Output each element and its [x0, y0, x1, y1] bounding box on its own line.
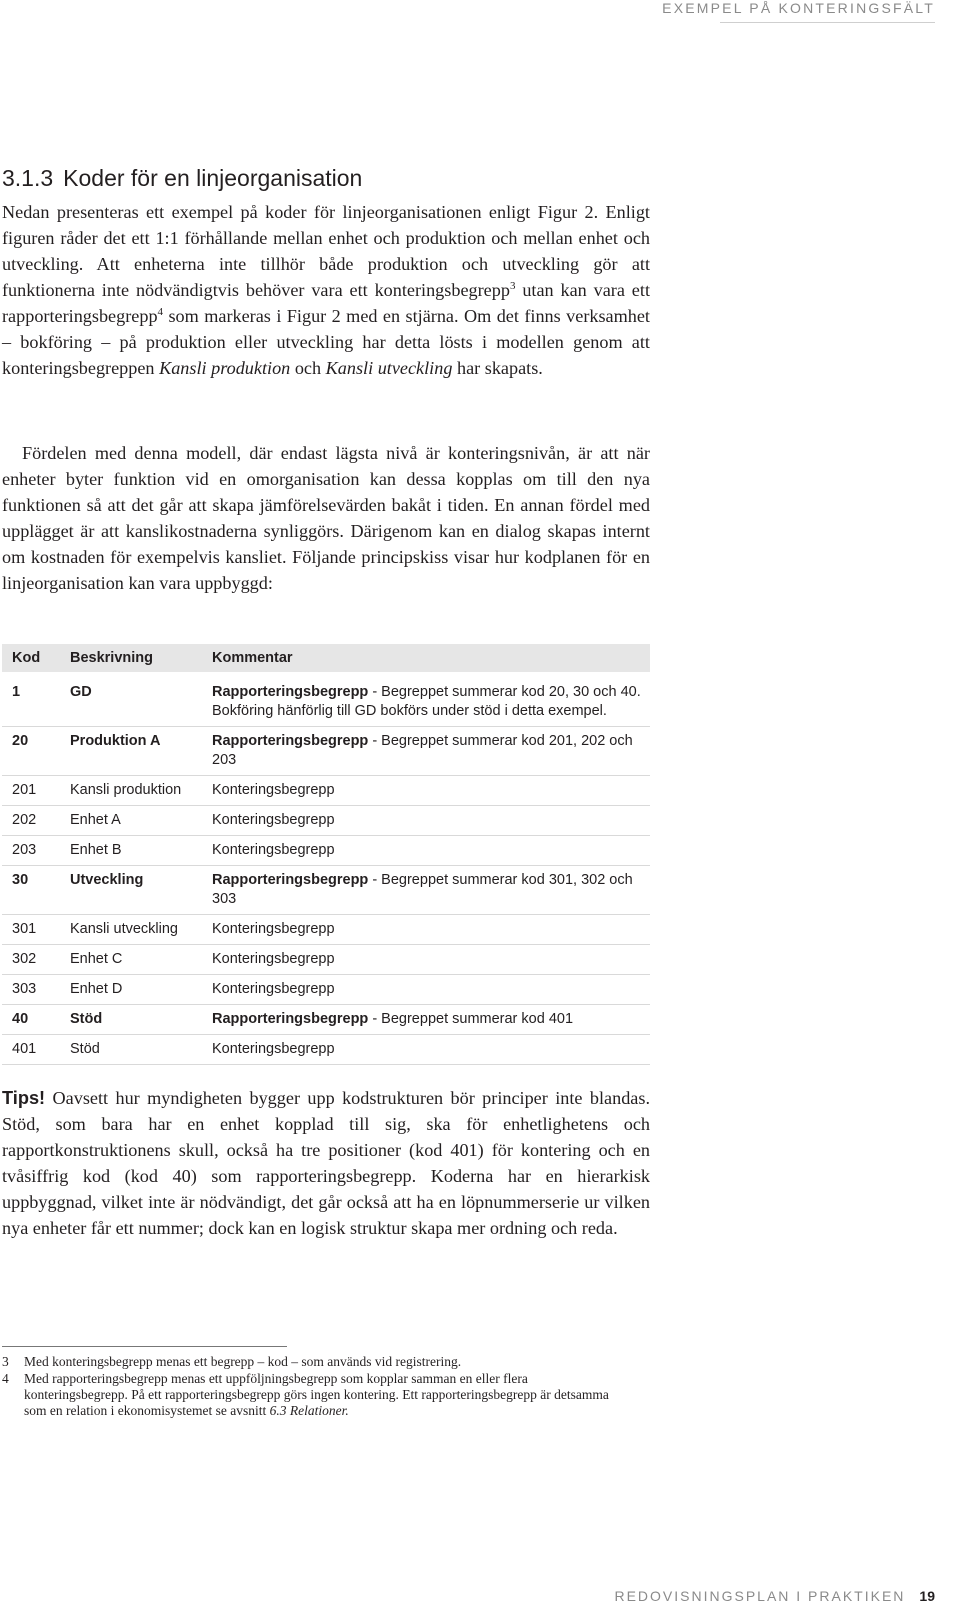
cell-kod: 1: [2, 678, 60, 727]
comment-detail: - Begreppet summerar kod 20, 30 och 40. Bokföring hänförlig till GD bokförs under stöd i detta exempel.: [212, 684, 641, 719]
table-row: [2, 945, 650, 975]
cell-kommentar: Konteringsbegrepp: [202, 975, 650, 1005]
table-row: [2, 975, 650, 1005]
comment-detail: - Begreppet summerar kod 401: [368, 1011, 574, 1027]
cell-kod: 202: [2, 806, 60, 836]
comment-type: Rapporteringsbegrepp: [212, 733, 369, 749]
table-header-row: [2, 644, 650, 672]
cell-beskrivning: GD: [60, 678, 202, 727]
header-kommentar: Kommentar: [202, 644, 650, 672]
cell-kommentar: [202, 727, 650, 776]
footnote-ref-3: 3: [509, 279, 516, 292]
cell-kommentar: Konteringsbegrepp: [202, 1035, 650, 1065]
cell-kod: 20: [2, 727, 60, 776]
code-plan-table: [2, 644, 650, 1065]
tips-label: Tips!: [2, 1088, 46, 1108]
cell-beskrivning: Kansli utveckling: [60, 915, 202, 945]
intro-paragraph: [2, 199, 650, 381]
table-row: [2, 866, 650, 915]
section-title-text: Koder för en linjeorganisation: [63, 165, 363, 191]
para1-text-e: har skapats.: [452, 358, 543, 378]
cell-kod: 303: [2, 975, 60, 1005]
footnote-3: [2, 1354, 622, 1370]
footnote-number: 4: [2, 1371, 9, 1386]
term-kansli-utveckling: Kansli utveckling: [325, 358, 453, 378]
header-beskrivning: Beskrivning: [60, 644, 202, 672]
comment-type: Rapporteringsbegrepp: [212, 684, 369, 700]
section-number: 3.1.3: [2, 165, 54, 191]
footnote-rule: [2, 1346, 287, 1347]
cell-kommentar: [202, 678, 650, 727]
footnotes: [2, 1354, 622, 1420]
term-kansli-produktion: Kansli produktion: [159, 358, 291, 378]
cell-kod: 302: [2, 945, 60, 975]
section-title: [2, 165, 362, 192]
header-kod: Kod: [2, 644, 60, 672]
footnote-text: Med konteringsbegrepp menas ett begrepp – kod – som används vid registrering.: [24, 1354, 462, 1369]
page-footer: [614, 1588, 935, 1604]
cell-beskrivning: Stöd: [60, 1035, 202, 1065]
running-head: EXEMPEL PÅ KONTERINGSFÄLT: [662, 0, 935, 16]
table-row: [2, 836, 650, 866]
comment-detail: - Begreppet summerar kod 201, 202 och 203: [212, 733, 633, 768]
cell-beskrivning: Utveckling: [60, 866, 202, 915]
cell-kommentar: Konteringsbegrepp: [202, 806, 650, 836]
cell-kod: 30: [2, 866, 60, 915]
cell-beskrivning: Kansli produktion: [60, 776, 202, 806]
footnote-text: Med rapporteringsbegrepp menas ett uppföljningsbegrepp som kopplar samman en eller flera konteringsbegrepp. På ett rapporteringsbegrepp görs ingen kontering. Ett rapporteringsbegrepp är detsamma som en relation i ekonomisystemet se avsnitt: [24, 1371, 609, 1418]
footnote-ref-4: 4: [157, 305, 164, 318]
cell-beskrivning: Enhet A: [60, 806, 202, 836]
cell-beskrivning: Stöd: [60, 1005, 202, 1035]
table-row: [2, 1035, 650, 1065]
table-row: [2, 776, 650, 806]
footnote-4: [2, 1371, 622, 1419]
footnote-body: [24, 1371, 622, 1419]
para1-text-c: som markeras i Figur 2 med en stjärna. Om det finns verksamhet – bokföring – på produktion eller utveckling har detta lösts i modellen genom att konteringsbegreppen: [2, 306, 650, 378]
advantages-paragraph: [2, 440, 650, 596]
cell-kod: 201: [2, 776, 60, 806]
comment-type: Rapporteringsbegrepp: [212, 1011, 369, 1027]
section-reference: 6.3 Relationer.: [269, 1403, 349, 1418]
cell-kod: 301: [2, 915, 60, 945]
para1-text-d: och: [290, 358, 326, 378]
tips-text: Oavsett hur myndigheten bygger upp kodstrukturen bör principer inte blandas. Stöd, som bara har en enhet kopplad till sig, ska för enhetlighetens och rapportkonstruktionens skull, också ha tre positioner (kod 401) för kontering och en tvåsiffrig kod (kod 40) som rapporteringsbegrepp. Koderna har en hierarkisk uppbyggnad, vilket inte är nödvändigt, det går också att ha en löpnummerserie ur vilken nya enheter får ett nummer; dock kan en logisk struktur skapa mer ordning och reda.: [2, 1088, 650, 1238]
cell-beskrivning: Enhet C: [60, 945, 202, 975]
table-row: [2, 915, 650, 945]
cell-kod: 401: [2, 1035, 60, 1065]
page-number: 19: [919, 1588, 935, 1604]
table-row: [2, 806, 650, 836]
cell-beskrivning: Enhet B: [60, 836, 202, 866]
table-row: [2, 727, 650, 776]
comment-detail: - Begreppet summerar kod 301, 302 och 303: [212, 872, 633, 907]
tips-paragraph: [2, 1085, 650, 1241]
cell-kommentar: Konteringsbegrepp: [202, 836, 650, 866]
cell-kod: 203: [2, 836, 60, 866]
cell-kommentar: Konteringsbegrepp: [202, 776, 650, 806]
cell-kommentar: [202, 1005, 650, 1035]
footnote-number: 3: [2, 1354, 9, 1369]
cell-kommentar: [202, 866, 650, 915]
cell-beskrivning: Enhet D: [60, 975, 202, 1005]
cell-kommentar: Konteringsbegrepp: [202, 915, 650, 945]
footer-title: REDOVISNINGSPLAN I PRAKTIKEN: [614, 1588, 906, 1604]
para1-text-a: Nedan presenteras ett exempel på koder för linjeorganisationen enligt Figur 2. Enligt figuren råder det ett 1:1 förhållande mellan enhet och produktion och mellan enhet och utveckling. Att enheterna inte tillhör både produktion och utveckling gör att funktionerna inte nödvändigtvis behöver vara ett konteringsbegrepp: [2, 202, 650, 300]
table-row: [2, 678, 650, 727]
comment-type: Rapporteringsbegrepp: [212, 872, 369, 888]
para1-text-b: utan kan vara ett rapporteringsbegrepp: [2, 280, 650, 326]
header-rule: [720, 22, 935, 23]
table-row: [2, 1005, 650, 1035]
para2-text: Fördelen med denna modell, där endast lägsta nivå är konteringsnivån, är att när enheter byter funktion vid en omorganisation kan dessa kopplas om till den nya funktionen så att det går att skapa jämförelsevärden bakåt i tiden. En annan fördel med upplägget är att kanslikostnaderna synliggörs. Därigenom kan en dialog skapas internt om kostnaden för exempelvis kansliet. Följande principskiss visar hur kodplanen för en linjeorganisation kan vara uppbyggd:: [2, 443, 650, 593]
cell-kommentar: Konteringsbegrepp: [202, 945, 650, 975]
cell-beskrivning: Produktion A: [60, 727, 202, 776]
cell-kod: 40: [2, 1005, 60, 1035]
